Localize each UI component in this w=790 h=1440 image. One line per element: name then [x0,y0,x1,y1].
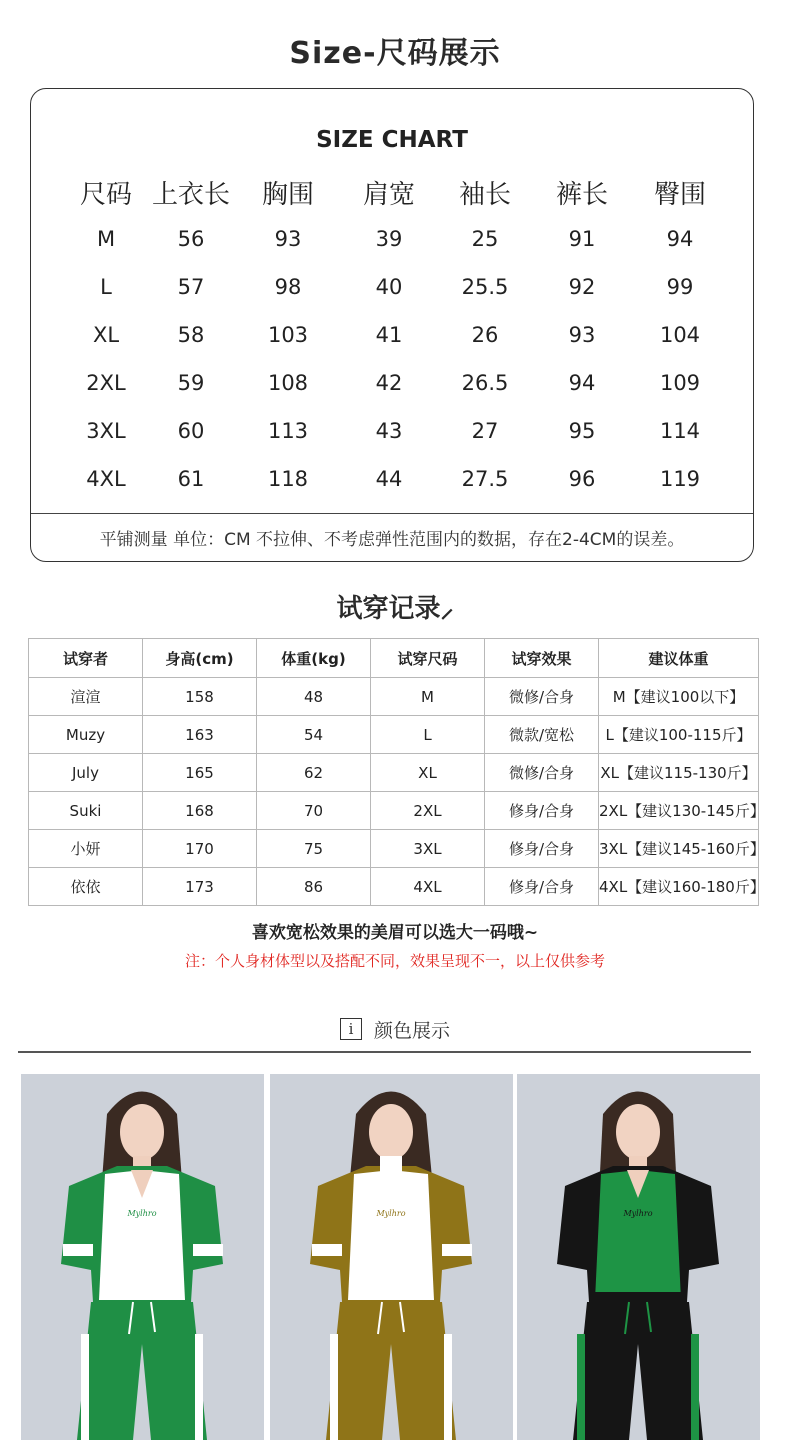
size-cell: 99 [666,275,694,299]
table-cell: July [29,754,143,792]
size-col-header: 肩宽 [362,180,415,210]
size-cell: 3XL [86,419,126,443]
size-cell: 59 [177,371,205,395]
size-cell: 2XL [86,371,126,395]
size-cell: 61 [177,467,205,491]
model-illustration-black [517,1074,760,1440]
size-row [31,270,753,304]
try-on-title: 试穿记录⸝ [336,594,454,624]
size-cell: 41 [375,323,403,347]
table-cell: 75 [257,830,371,868]
size-col-header: 袖长 [458,180,511,210]
table-cell: 3XL【建议145-160斤】 [599,830,759,868]
size-col-header: 裤长 [555,180,608,210]
size-cell: 118 [267,467,309,491]
size-cell: 27 [471,419,499,443]
color-section-divider [18,1051,751,1053]
size-cell: 91 [568,227,596,251]
product-photo-black [517,1074,760,1440]
table-cell: 2XL [371,792,485,830]
size-cell: 26.5 [461,371,509,395]
size-cell: 104 [659,323,701,347]
size-cell: 58 [177,323,205,347]
brand-logo: Mylhro [127,1209,157,1218]
table-cell: 依依 [29,868,143,906]
table-cell: 165 [143,754,257,792]
table-cell: Muzy [29,716,143,754]
table-cell: Suki [29,792,143,830]
size-cell: 119 [659,467,701,491]
size-cell: 27.5 [461,467,509,491]
color-section-header [0,1014,790,1044]
table-cell: M [371,678,485,716]
table-cell: 48 [257,678,371,716]
table-row [29,830,759,868]
size-row [31,414,753,448]
size-chart-panel [30,88,754,562]
table-row [29,754,759,792]
brand-logo: Mylhro [623,1209,653,1218]
size-chart-title: SIZE CHART [316,127,468,153]
table-row [29,716,759,754]
table-cell: L [371,716,485,754]
table-cell: 70 [257,792,371,830]
page-title: Size-尺码展示 [289,36,501,71]
table-cell: L【建议100-115斤】 [599,716,759,754]
size-col-header: 胸围 [261,180,314,210]
product-photo-green [21,1074,264,1440]
table-cell: 54 [257,716,371,754]
model-illustration-green [21,1074,264,1440]
table-row [29,678,759,716]
size-cell: 44 [375,467,403,491]
try-on-col-header: 建议体重 [599,639,759,678]
table-cell: 修身/合身 [485,792,599,830]
size-chart-header [31,175,753,215]
size-chart-divider [31,513,753,514]
size-cell: 94 [568,371,596,395]
disclaimer-note: 注：个人身材体型以及搭配不同，效果呈现不一，以上仅供参考 [184,952,605,970]
table-cell: 3XL [371,830,485,868]
size-cell: 98 [274,275,302,299]
size-cell: 96 [568,467,596,491]
size-cell: 108 [267,371,309,395]
try-on-header-row [29,639,759,678]
size-cell: 60 [177,419,205,443]
size-chart-note: 平铺测量 单位：CM 不拉伸、不考虑弹性范围内的数据，存在2-4CM的误差。 [99,530,685,550]
size-cell: 103 [267,323,309,347]
size-cell: 93 [568,323,596,347]
info-icon: i [340,1018,362,1040]
size-cell: 43 [375,419,403,443]
try-on-col-header: 身高(cm) [143,639,257,678]
size-cell: 95 [568,419,596,443]
product-photo-khaki [270,1074,513,1440]
table-cell: M【建议100以下】 [599,678,759,716]
size-cell: XL [92,323,120,347]
size-row [31,462,753,496]
table-cell: XL [371,754,485,792]
try-on-table [28,638,765,906]
table-cell: 修身/合身 [485,868,599,906]
size-cell: 42 [375,371,403,395]
table-cell: 170 [143,830,257,868]
size-cell: 113 [267,419,309,443]
size-cell: 25.5 [461,275,509,299]
size-cell: 114 [659,419,701,443]
size-cell: 57 [177,275,205,299]
table-cell: 微修/合身 [485,678,599,716]
brand-logo: Mylhro [376,1209,406,1218]
model-illustration-khaki [270,1074,513,1440]
size-cell: 92 [568,275,596,299]
size-cell: 4XL [86,467,126,491]
size-cell: 39 [375,227,403,251]
size-row [31,222,753,256]
size-row [31,366,753,400]
table-cell: 168 [143,792,257,830]
table-cell: 4XL【建议160-180斤】 [599,868,759,906]
size-cell: 40 [375,275,403,299]
try-on-col-header: 体重(kg) [257,639,371,678]
size-row [31,318,753,352]
try-on-col-header: 试穿效果 [485,639,599,678]
table-cell: 修身/合身 [485,830,599,868]
table-cell: 微修/合身 [485,754,599,792]
color-section-title: 颜色展示 [373,1019,450,1042]
size-cell: 94 [666,227,694,251]
table-cell: 86 [257,868,371,906]
table-cell: 2XL【建议130-145斤】 [599,792,759,830]
size-cell: M [96,227,116,251]
size-cell: 26 [471,323,499,347]
table-cell: 微款/宽松 [485,716,599,754]
table-cell: 渲渲 [29,678,143,716]
table-cell: 158 [143,678,257,716]
size-col-header: 上衣长 [151,180,230,210]
size-cell: 25 [471,227,499,251]
table-cell: 173 [143,868,257,906]
table-cell: 4XL [371,868,485,906]
table-cell: XL【建议115-130斤】 [599,754,759,792]
size-cell: L [100,275,112,299]
table-cell: 163 [143,716,257,754]
size-col-header: 臀围 [653,180,706,210]
try-on-col-header: 试穿者 [29,639,143,678]
table-row [29,792,759,830]
size-col-header: 尺码 [79,180,132,210]
size-tip: 喜欢宽松效果的美眉可以选大一码哦~ [251,923,539,943]
size-cell: 109 [659,371,701,395]
table-row [29,868,759,906]
table-cell: 小妍 [29,830,143,868]
size-cell: 93 [274,227,302,251]
size-cell: 56 [177,227,205,251]
table-cell: 62 [257,754,371,792]
try-on-col-header: 试穿尺码 [371,639,485,678]
